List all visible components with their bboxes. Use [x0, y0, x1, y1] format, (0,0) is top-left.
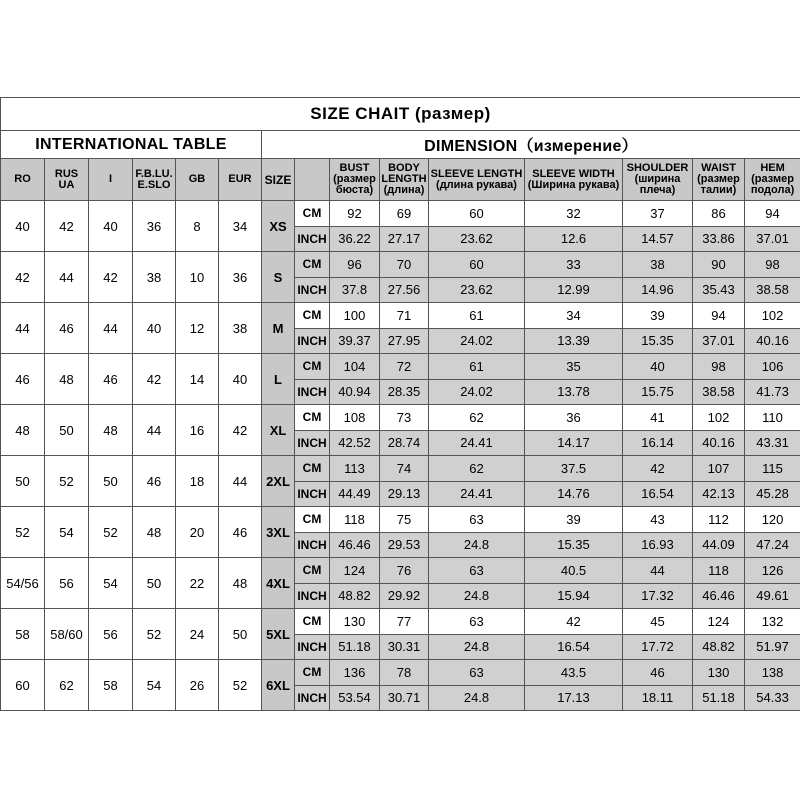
cm-value: 60 — [429, 201, 525, 227]
inch-value: 40.16 — [693, 430, 745, 456]
intl-header-3 — [133, 159, 176, 201]
inch-value: 29.92 — [380, 583, 429, 609]
inch-value: 33.86 — [693, 226, 745, 252]
intl-header-line1: F.B.LU. — [135, 167, 173, 180]
dimension-header-line1: SHOULDER — [626, 162, 689, 174]
inch-value: 29.13 — [380, 481, 429, 507]
cm-value: 37.5 — [525, 456, 623, 482]
cm-value: 62 — [429, 456, 525, 482]
unit-header — [295, 159, 330, 201]
cm-value: 108 — [330, 405, 380, 431]
cm-value: 42 — [623, 456, 693, 482]
inch-value: 16.54 — [525, 634, 623, 660]
size-label: L — [262, 354, 295, 405]
cm-value: 33 — [525, 252, 623, 278]
intl-size-cell: 52 — [45, 456, 89, 507]
cm-value: 69 — [380, 201, 429, 227]
cm-value: 32 — [525, 201, 623, 227]
intl-size-cell: 50 — [219, 609, 262, 660]
dimension-header-line1: HEM — [760, 162, 785, 174]
inch-value: 24.02 — [429, 379, 525, 405]
size-chart-table — [0, 97, 800, 711]
table-row — [1, 456, 800, 482]
intl-header-line2: UA — [58, 178, 75, 191]
intl-size-cell: 34 — [219, 201, 262, 252]
inch-value: 15.94 — [525, 583, 623, 609]
intl-size-cell: 54/56 — [1, 558, 45, 609]
intl-size-cell: 44 — [89, 303, 133, 354]
cm-value: 94 — [745, 201, 800, 227]
dimension-header-line2: (Ширина рукава) — [527, 178, 620, 191]
intl-size-cell: 26 — [176, 660, 219, 711]
cm-value: 94 — [693, 303, 745, 329]
inch-value: 27.17 — [380, 226, 429, 252]
cm-value: 102 — [693, 405, 745, 431]
inch-value: 36.22 — [330, 226, 380, 252]
inch-value: 40.94 — [330, 379, 380, 405]
cm-value: 90 — [693, 252, 745, 278]
intl-size-cell: 10 — [176, 252, 219, 303]
intl-size-cell: 50 — [45, 405, 89, 456]
intl-header-5 — [219, 159, 262, 201]
unit-label-cm: CM — [295, 558, 330, 584]
dimension-header-line3: подола) — [750, 184, 795, 196]
unit-label-inch: INCH — [295, 430, 330, 456]
inch-value: 29.53 — [380, 532, 429, 558]
inch-value: 47.24 — [745, 532, 800, 558]
cm-value: 104 — [330, 354, 380, 380]
cm-value: 130 — [693, 660, 745, 686]
intl-size-cell: 58 — [1, 609, 45, 660]
intl-size-cell: 52 — [133, 609, 176, 660]
inch-value: 24.8 — [429, 634, 525, 660]
intl-size-cell: 60 — [1, 660, 45, 711]
intl-size-cell: 46 — [1, 354, 45, 405]
inch-value: 46.46 — [693, 583, 745, 609]
cm-value: 40.5 — [525, 558, 623, 584]
dimension-header-2 — [429, 159, 525, 201]
inch-value: 28.74 — [380, 430, 429, 456]
intl-size-cell: 56 — [45, 558, 89, 609]
intl-size-cell: 54 — [45, 507, 89, 558]
intl-size-cell: 36 — [133, 201, 176, 252]
inch-value: 51.97 — [745, 634, 800, 660]
cm-value: 118 — [330, 507, 380, 533]
cm-value: 43 — [623, 507, 693, 533]
table-row — [1, 405, 800, 431]
intl-size-cell: 46 — [89, 354, 133, 405]
dimension-header-4 — [623, 159, 693, 201]
cm-value: 78 — [380, 660, 429, 686]
inch-value: 48.82 — [330, 583, 380, 609]
inch-value: 40.16 — [745, 328, 800, 354]
inch-value: 14.17 — [525, 430, 623, 456]
cm-value: 136 — [330, 660, 380, 686]
unit-label-inch: INCH — [295, 328, 330, 354]
intl-header-2 — [89, 159, 133, 201]
inch-value: 23.62 — [429, 226, 525, 252]
unit-label-inch: INCH — [295, 685, 330, 711]
cm-value: 110 — [745, 405, 800, 431]
cm-value: 34 — [525, 303, 623, 329]
inch-value: 51.18 — [693, 685, 745, 711]
cm-value: 106 — [745, 354, 800, 380]
cm-value: 124 — [693, 609, 745, 635]
inch-value: 54.33 — [745, 685, 800, 711]
intl-size-cell: 56 — [89, 609, 133, 660]
cm-value: 73 — [380, 405, 429, 431]
size-label: 3XL — [262, 507, 295, 558]
inch-value: 14.76 — [525, 481, 623, 507]
dimension-header-line2: LENGTH — [381, 173, 427, 185]
table-row — [1, 609, 800, 635]
unit-label-inch: INCH — [295, 532, 330, 558]
cm-value: 63 — [429, 507, 525, 533]
intl-header-1 — [45, 159, 89, 201]
intl-size-cell: 52 — [1, 507, 45, 558]
unit-label-inch: INCH — [295, 277, 330, 303]
inch-value: 42.52 — [330, 430, 380, 456]
intl-size-cell: 44 — [133, 405, 176, 456]
cm-value: 43.5 — [525, 660, 623, 686]
table-row — [1, 201, 800, 227]
cm-value: 39 — [623, 303, 693, 329]
cm-value: 39 — [525, 507, 623, 533]
inch-value: 17.32 — [623, 583, 693, 609]
dimension-header-line3: (длина) — [383, 184, 425, 196]
dimension-header-line3: бюста) — [335, 184, 374, 196]
intl-size-cell: 40 — [1, 201, 45, 252]
cm-value: 63 — [429, 558, 525, 584]
cm-value: 40 — [623, 354, 693, 380]
intl-size-cell: 44 — [1, 303, 45, 354]
unit-label-cm: CM — [295, 507, 330, 533]
intl-size-cell: 42 — [219, 405, 262, 456]
intl-size-cell: 62 — [45, 660, 89, 711]
cm-value: 36 — [525, 405, 623, 431]
inch-value: 51.18 — [330, 634, 380, 660]
inch-value: 24.41 — [429, 430, 525, 456]
cm-value: 107 — [693, 456, 745, 482]
inch-value: 12.6 — [525, 226, 623, 252]
unit-label-cm: CM — [295, 609, 330, 635]
cm-value: 46 — [623, 660, 693, 686]
unit-label-cm: CM — [295, 456, 330, 482]
cm-value: 126 — [745, 558, 800, 584]
inch-value: 15.35 — [623, 328, 693, 354]
cm-value: 130 — [330, 609, 380, 635]
intl-header-line1: GB — [188, 173, 206, 185]
inch-value: 13.39 — [525, 328, 623, 354]
inch-value: 12.99 — [525, 277, 623, 303]
cm-value: 98 — [693, 354, 745, 380]
cm-value: 63 — [429, 660, 525, 686]
cm-value: 112 — [693, 507, 745, 533]
dimension-header-line1: BUST — [339, 162, 370, 174]
intl-size-cell: 54 — [89, 558, 133, 609]
inch-value: 16.14 — [623, 430, 693, 456]
unit-label-cm: CM — [295, 252, 330, 278]
dimension-header-line1: SLEEVE LENGTH — [430, 167, 523, 180]
size-label: S — [262, 252, 295, 303]
intl-size-cell: 58/60 — [45, 609, 89, 660]
intl-size-cell: 46 — [45, 303, 89, 354]
inch-value: 24.41 — [429, 481, 525, 507]
cm-value: 100 — [330, 303, 380, 329]
inch-value: 37.01 — [693, 328, 745, 354]
inch-value: 16.93 — [623, 532, 693, 558]
inch-value: 49.61 — [745, 583, 800, 609]
size-label: XL — [262, 405, 295, 456]
inch-value: 37.8 — [330, 277, 380, 303]
inch-value: 38.58 — [693, 379, 745, 405]
cm-value: 115 — [745, 456, 800, 482]
cm-value: 118 — [693, 558, 745, 584]
size-label: 5XL — [262, 609, 295, 660]
cm-value: 60 — [429, 252, 525, 278]
inch-value: 27.95 — [380, 328, 429, 354]
inch-value: 15.75 — [623, 379, 693, 405]
cm-value: 138 — [745, 660, 800, 686]
inch-value: 17.72 — [623, 634, 693, 660]
intl-size-cell: 38 — [133, 252, 176, 303]
intl-size-cell: 42 — [89, 252, 133, 303]
intl-size-cell: 36 — [219, 252, 262, 303]
inch-value: 38.58 — [745, 277, 800, 303]
unit-label-inch: INCH — [295, 583, 330, 609]
cm-value: 62 — [429, 405, 525, 431]
intl-header-4 — [176, 159, 219, 201]
intl-size-cell: 52 — [219, 660, 262, 711]
cm-value: 132 — [745, 609, 800, 635]
inch-value: 53.54 — [330, 685, 380, 711]
dimension-header-line1: WAIST — [701, 162, 736, 174]
dimension-header-line1: SLEEVE WIDTH — [532, 167, 615, 180]
cm-value: 96 — [330, 252, 380, 278]
intl-size-cell: 22 — [176, 558, 219, 609]
intl-size-cell: 42 — [133, 354, 176, 405]
inch-value: 45.28 — [745, 481, 800, 507]
inch-value: 14.96 — [623, 277, 693, 303]
cm-value: 41 — [623, 405, 693, 431]
size-label: XS — [262, 201, 295, 252]
intl-size-cell: 48 — [89, 405, 133, 456]
dimension-header-line2: (длина рукава) — [436, 178, 517, 191]
inch-value: 43.31 — [745, 430, 800, 456]
cm-value: 86 — [693, 201, 745, 227]
cm-value: 61 — [429, 303, 525, 329]
unit-label-inch: INCH — [295, 634, 330, 660]
intl-header-line1: EUR — [228, 173, 252, 185]
intl-size-cell: 48 — [1, 405, 45, 456]
dimension-header-0 — [330, 159, 380, 201]
intl-size-cell: 38 — [219, 303, 262, 354]
international-table-heading: INTERNATIONAL TABLE — [1, 131, 262, 159]
cm-value: 38 — [623, 252, 693, 278]
intl-size-cell: 58 — [89, 660, 133, 711]
cm-value: 74 — [380, 456, 429, 482]
intl-size-cell: 14 — [176, 354, 219, 405]
intl-size-cell: 18 — [176, 456, 219, 507]
cm-value: 77 — [380, 609, 429, 635]
intl-header-line1: RO — [14, 173, 31, 185]
inch-value: 24.02 — [429, 328, 525, 354]
dimension-header-1 — [380, 159, 429, 201]
dimension-header-6 — [745, 159, 800, 201]
unit-label-inch: INCH — [295, 379, 330, 405]
intl-size-cell: 48 — [219, 558, 262, 609]
cm-value: 102 — [745, 303, 800, 329]
dimension-header-line1: BODY — [388, 162, 420, 174]
unit-label-cm: CM — [295, 405, 330, 431]
inch-value: 39.37 — [330, 328, 380, 354]
unit-label-inch: INCH — [295, 481, 330, 507]
inch-value: 35.43 — [693, 277, 745, 303]
unit-label-cm: CM — [295, 201, 330, 227]
dimension-header-line2: (размер — [333, 173, 376, 185]
cm-value: 76 — [380, 558, 429, 584]
intl-size-cell: 8 — [176, 201, 219, 252]
inch-value: 44.09 — [693, 532, 745, 558]
inch-value: 30.31 — [380, 634, 429, 660]
inch-value: 28.35 — [380, 379, 429, 405]
chart-title: SIZE CHAIT (размер) — [1, 98, 800, 131]
dimension-header-line2: (ширина — [634, 173, 681, 185]
inch-value: 30.71 — [380, 685, 429, 711]
intl-size-cell: 42 — [1, 252, 45, 303]
intl-size-cell: 50 — [133, 558, 176, 609]
inch-value: 46.46 — [330, 532, 380, 558]
inch-value: 15.35 — [525, 532, 623, 558]
cm-value: 124 — [330, 558, 380, 584]
inch-value: 37.01 — [745, 226, 800, 252]
table-row — [1, 252, 800, 278]
table-row — [1, 558, 800, 584]
intl-size-cell: 52 — [89, 507, 133, 558]
table-row — [1, 660, 800, 686]
unit-label-inch: INCH — [295, 226, 330, 252]
dimension-header-line2: (размер — [697, 173, 740, 185]
intl-size-cell: 40 — [89, 201, 133, 252]
size-label: 2XL — [262, 456, 295, 507]
intl-size-cell: 40 — [133, 303, 176, 354]
inch-value: 16.54 — [623, 481, 693, 507]
inch-value: 17.13 — [525, 685, 623, 711]
cm-value: 70 — [380, 252, 429, 278]
inch-value: 42.13 — [693, 481, 745, 507]
dimension-header-3 — [525, 159, 623, 201]
intl-size-cell: 54 — [133, 660, 176, 711]
dimension-header-line2: (размер — [751, 173, 794, 185]
cm-value: 63 — [429, 609, 525, 635]
dimension-header-5 — [693, 159, 745, 201]
inch-value: 48.82 — [693, 634, 745, 660]
inch-value: 27.56 — [380, 277, 429, 303]
inch-value: 18.11 — [623, 685, 693, 711]
intl-size-cell: 46 — [219, 507, 262, 558]
intl-size-cell: 44 — [45, 252, 89, 303]
table-row — [1, 354, 800, 380]
size-header: SIZE — [262, 159, 295, 201]
cm-value: 44 — [623, 558, 693, 584]
inch-value: 13.78 — [525, 379, 623, 405]
intl-size-cell: 46 — [133, 456, 176, 507]
inch-value: 14.57 — [623, 226, 693, 252]
table-row — [1, 303, 800, 329]
intl-size-cell: 20 — [176, 507, 219, 558]
cm-value: 71 — [380, 303, 429, 329]
dimension-header-line3: плеча) — [639, 184, 676, 196]
intl-header-line1: I — [108, 173, 113, 185]
cm-value: 35 — [525, 354, 623, 380]
intl-header-0 — [1, 159, 45, 201]
unit-label-cm: CM — [295, 303, 330, 329]
inch-value: 44.49 — [330, 481, 380, 507]
intl-size-cell: 48 — [133, 507, 176, 558]
size-label: M — [262, 303, 295, 354]
size-label: 6XL — [262, 660, 295, 711]
dimension-header-line3: талии) — [700, 184, 737, 196]
unit-label-cm: CM — [295, 660, 330, 686]
cm-value: 42 — [525, 609, 623, 635]
cm-value: 61 — [429, 354, 525, 380]
size-chart — [0, 97, 800, 710]
dimension-heading: DIMENSION（измерение） — [262, 131, 800, 159]
inch-value: 24.8 — [429, 685, 525, 711]
cm-value: 45 — [623, 609, 693, 635]
unit-label-cm: CM — [295, 354, 330, 380]
intl-size-cell: 40 — [219, 354, 262, 405]
inch-value: 24.8 — [429, 532, 525, 558]
intl-size-cell: 44 — [219, 456, 262, 507]
inch-value: 23.62 — [429, 277, 525, 303]
cm-value: 113 — [330, 456, 380, 482]
intl-size-cell: 50 — [89, 456, 133, 507]
intl-size-cell: 24 — [176, 609, 219, 660]
cm-value: 37 — [623, 201, 693, 227]
cm-value: 92 — [330, 201, 380, 227]
intl-size-cell: 42 — [45, 201, 89, 252]
cm-value: 98 — [745, 252, 800, 278]
cm-value: 75 — [380, 507, 429, 533]
intl-header-line1: RUS — [54, 167, 79, 180]
cm-value: 72 — [380, 354, 429, 380]
intl-size-cell: 48 — [45, 354, 89, 405]
intl-size-cell: 12 — [176, 303, 219, 354]
inch-value: 41.73 — [745, 379, 800, 405]
intl-size-cell: 50 — [1, 456, 45, 507]
inch-value: 24.8 — [429, 583, 525, 609]
size-label: 4XL — [262, 558, 295, 609]
table-row — [1, 507, 800, 533]
intl-size-cell: 16 — [176, 405, 219, 456]
intl-header-line2: E.SLO — [137, 178, 171, 191]
cm-value: 120 — [745, 507, 800, 533]
